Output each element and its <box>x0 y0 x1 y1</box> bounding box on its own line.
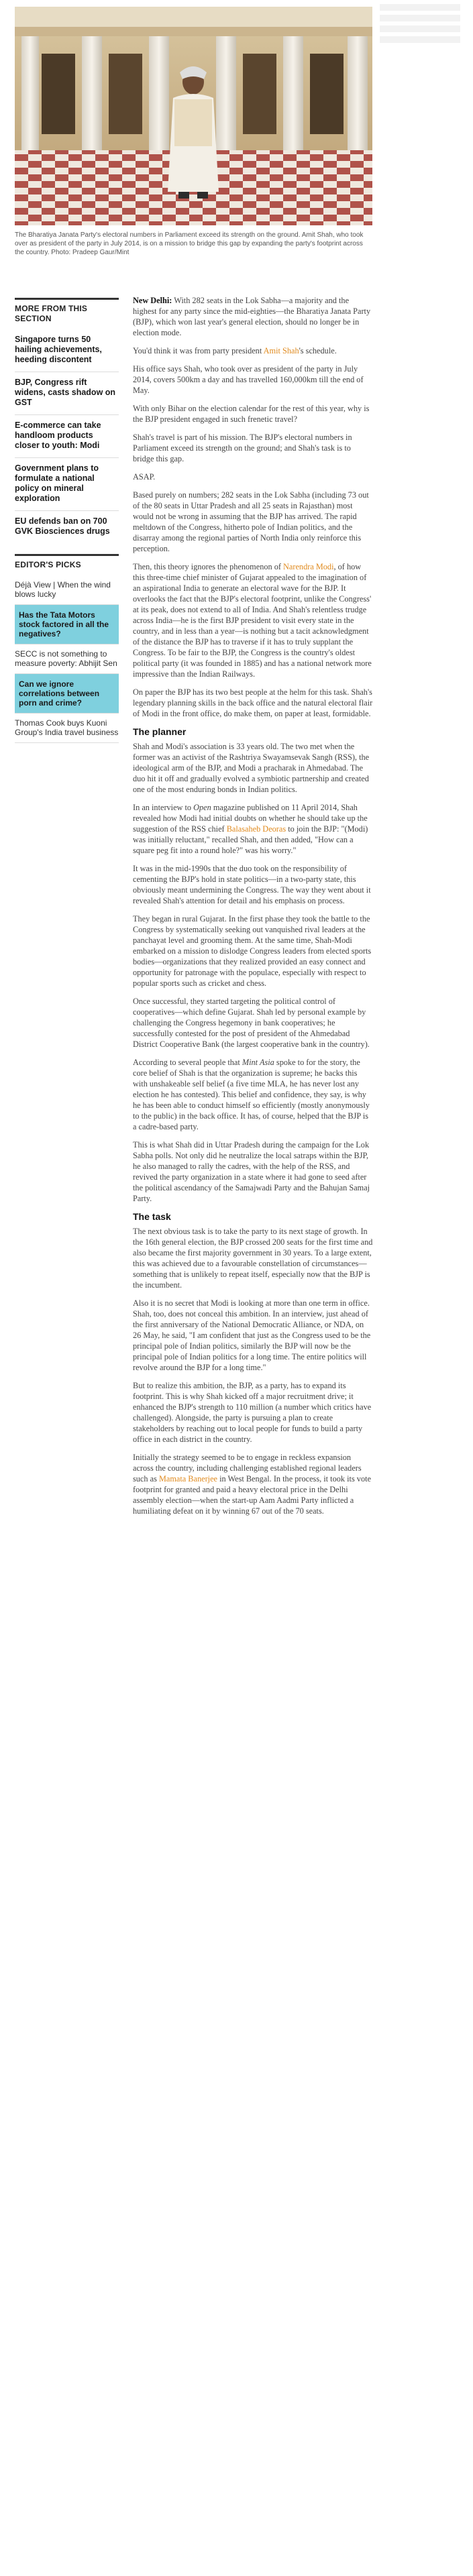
article-paragraph <box>133 561 373 679</box>
paragraph-text: spoke to for the story, the core belief of Shah is that the organization is supreme; he backs this with unshakeable self belief (a five time MLA, he has never lost any election he has contested). This belief and confidence, they say, is why he has been able to conduct himself so efficiently (mostly anonymously to the public) in the back office. It has, of course, helped that the BJP is a cadre-based party. <box>133 1058 370 1131</box>
paragraph-text: You'd think it was from party president <box>133 346 264 355</box>
sidebar <box>15 298 119 743</box>
article-paragraph: With only Bihar on the election calendar for the rest of this year, why is the BJP president engaged in such frenetic travel? <box>133 404 370 424</box>
editors-picks-title: EDITOR'S PICKS <box>15 554 119 570</box>
article-paragraph: They began in rural Gujarat. In the first phase they took the battle to the Congress by systematically seeking out vanquished rival leaders at the panchayat level and grooming them. At the same time, Shah-Modi embarked on a mission to dislodge Congress leaders from elected sports bodies—organizations that they realized provided an easy connect and opportunity for patronage with the populace, especially with respect to popular sports such as cricket and chess. <box>133 914 372 988</box>
article-paragraph: But to realize this ambition, the BJP, as a party, has to expand its footprint. This is why Shah kicked off a major recruitment drive; it enhanced the BJP's strength to 110 million (a number which critics have challenged). Alongside, the party is pursuing a plan to create stakeholders by reaching out to local people for funds to build a party office in each district in the country. <box>133 1381 372 1444</box>
article-paragraph <box>133 1057 373 1132</box>
article-body <box>133 295 373 1524</box>
paragraph-text: , of how this three-time chief minister of Gujarat appealed to the imagination of an aspirational India to generate an electoral wave for the BJP. It overlooks the fact that the BJP's electoral footprint, unlike the Congress' at its peak, does not extend to all of India. And Shah's relentless trudge across India—he is the first BJP president to visit every state in the country, and in less than a year—is nothing but a tacit acknowledgment of the distance the BJP has to traverse if it has to truly supplant the Congress. To be fair to the BJP, the Congress is the country's oldest political party (it was founded in 1885) and has a national network more impressive than the Indian Railways. <box>133 562 372 679</box>
article-paragraph: His office says Shah, who took over as president of the party in July 2014, covers 500km a day and has travelled 160,000km till the end of May. <box>133 364 364 395</box>
dateline: New Delhi: <box>133 296 172 305</box>
article-paragraph: The next obvious task is to take the party to its next stage of growth. In the 16th general election, the BJP crossed 200 seats for the first time and also became the first majority government in 30 years. To a large extent, this was achieved due to a favourable constellation of circumstances—something that is unlikely to repeat itself, especially now that the BJP is the incumbent. <box>133 1227 373 1290</box>
article-paragraph: Also it is no secret that Modi is looking at more than one term in office. Shah, too, does not conceal this ambition. In an interview, just ahead of the first anniversary of the National Democratic Alliance, or NDA, on 26 May, he said, "I am confident that just as the Congress used to be the principal pole of Indian politics, similarly the BJP will now be the principal pole of Indian politics for a long time. The entire politics will revolve around the BJP for a long time." <box>133 1298 371 1372</box>
editors-pick-link[interactable]: Thomas Cook buys Kuoni Group's India travel business <box>15 714 119 743</box>
subheading-task: The task <box>133 1211 171 1222</box>
more-from-section-list <box>15 329 119 543</box>
article-paragraph <box>133 345 373 356</box>
article-paragraph: Shah and Modi's association is 33 years old. The two met when the former was an activist of the Rashtriya Swayamsevak Sangh (RSS), the ideological arm of the BJP, and Modi a pracharak in Ahmedabad. The duo hit it off and gradually evolved a symbiotic partnership and created one of the most enduring bonds in Indian politics. <box>133 742 370 794</box>
more-item-link[interactable]: Government plans to formulate a national policy on mineral exploration <box>15 458 119 511</box>
paragraph-text: Initially the strategy seemed to be to engage in reckless expansion across the country, including challenging established regional leaders such as <box>133 1453 362 1483</box>
hero-photo <box>15 7 372 225</box>
editors-pick-link[interactable]: SECC is not something to measure poverty: Abhijit Sen <box>15 645 119 674</box>
paragraph-text: in West Bengal. In the process, it took its vote footprint for granted and paid a heavy electoral price in the Delhi assembly election—when the start-up Aam Aadmi Party inflicted a humiliating defeat on it by winning 67 out of the 70 seats. <box>133 1474 371 1516</box>
article-paragraph <box>133 1452 373 1516</box>
more-item-link[interactable]: BJP, Congress rift widens, casts shadow on GST <box>15 372 119 415</box>
mamata-banerjee-link[interactable]: Mamata Banerjee <box>158 1474 217 1483</box>
paragraph-text: 's schedule. <box>299 346 337 355</box>
paragraph-text: to join the BJP: "(Modi) was initially reluctant," recalled Shah, and then added, "How can a square peg fit into a round hole?" was his worry." <box>133 824 368 855</box>
article-paragraph: This is what Shah did in Uttar Pradesh during the campaign for the Lok Sabha polls. Not only did he neutralize the local satraps within the BJP, he also managed to rally the cadres, with the help of the RSS, and revived the party organization in a state where it had gone to seed after the political ascendancy of the Samajwadi Party and the Bahujan Samaj Party. <box>133 1140 370 1203</box>
more-item-link[interactable]: EU defends ban on 700 GVK Biosciences drugs <box>15 516 110 536</box>
article-paragraph: Shah's travel is part of his mission. The BJP's electoral numbers in Parliament exceed its strength on the ground; and Shah's task is to bridge this gap. <box>133 433 352 463</box>
publication-name: Open <box>193 803 211 812</box>
more-item-link[interactable]: E-commerce can take handloom products closer to youth: Modi <box>15 415 119 458</box>
article-paragraph: ASAP. <box>133 472 156 482</box>
balasaheb-deoras-link[interactable]: Balasaheb Deoras <box>226 824 286 834</box>
more-item-link[interactable]: Singapore turns 50 hailing achievements, heeding discontent <box>15 329 119 372</box>
paragraph-text: According to several people that <box>133 1058 242 1067</box>
hero-photo-illustration <box>15 7 372 225</box>
more-from-section-title: MORE FROM THIS SECTION <box>15 298 119 324</box>
editors-pick-link[interactable]: Déjà View | When the wind blows lucky <box>15 575 119 605</box>
article-paragraph: It was in the mid-1990s that the duo took on the responsibility of cementing the BJP's hold in state politics—in a two-party state, this obviously meant undermining the Congress. The way they went about it revealed Shah's attention for detail and his emphasis on process. <box>133 864 371 905</box>
editors-picks <box>15 554 119 743</box>
right-rail <box>380 0 473 2576</box>
article-paragraph: Based purely on numbers; 282 seats in the Lok Sabha (including 73 out of the 80 seats in Uttar Pradesh and all 25 seats in Rajasthan) most would not be wrong in assuming that the BJP has arrived. The rapid meltdown of the Congress, hitherto pole of Indian politics, and the disarray among the regional parties of North India only reinforce this perception. <box>133 490 369 553</box>
paragraph-text: magazine published on 11 April 2014, Shah revealed how Modi had initial doubts on whether he should take up the suggestion of the RSS chief <box>133 803 368 834</box>
hero-caption: The Bharatiya Janata Party's electoral numbers in Parliament exceed its strength on the ground. Amit Shah, who took over as president of the party in July 2014, is on a mission to bridge this gap by expanding the party's footprint across the country. Photo: Pradeep Gaur/Mint <box>15 231 364 256</box>
paragraph-text: Then, this theory ignores the phenomenon of <box>133 562 284 571</box>
publication-name: Mint Asia <box>242 1058 274 1067</box>
paragraph-text: In an interview to <box>133 803 194 812</box>
article-paragraph: Once successful, they started targeting the political control of cooperatives—which define Gujarat. Shah led by personal example by challenging the Congress hegemony in bank cooperatives; he successfully contested for the post of president of the Ahmedabad District Cooperative Bank (the largest cooperative bank in the country). <box>133 997 370 1049</box>
paragraph-text: With 282 seats in the Lok Sabha—a majority and the highest for any party since the mid-eighties—the Bharatiya Janata Party (BJP), which won last year's general election, should no longer be in election mode. <box>133 296 371 337</box>
article-paragraph <box>133 802 373 856</box>
editors-pick-link[interactable]: Can we ignore correlations between porn and crime? <box>15 674 119 714</box>
article-paragraph: On paper the BJP has its two best people at the helm for this task. Shah's legendary planning skills in the back office and the natural electoral flair of Modi in the front office, do make them, on paper at least, formidable. <box>133 687 373 718</box>
subheading-planner: The planner <box>133 726 187 737</box>
article-paragraph <box>133 295 373 338</box>
amit-shah-link[interactable]: Amit Shah <box>263 346 299 355</box>
editors-pick-link[interactable]: Has the Tata Motors stock factored in all the negatives? <box>15 605 119 645</box>
narendra-modi-link[interactable]: Narendra Modi <box>283 562 334 571</box>
